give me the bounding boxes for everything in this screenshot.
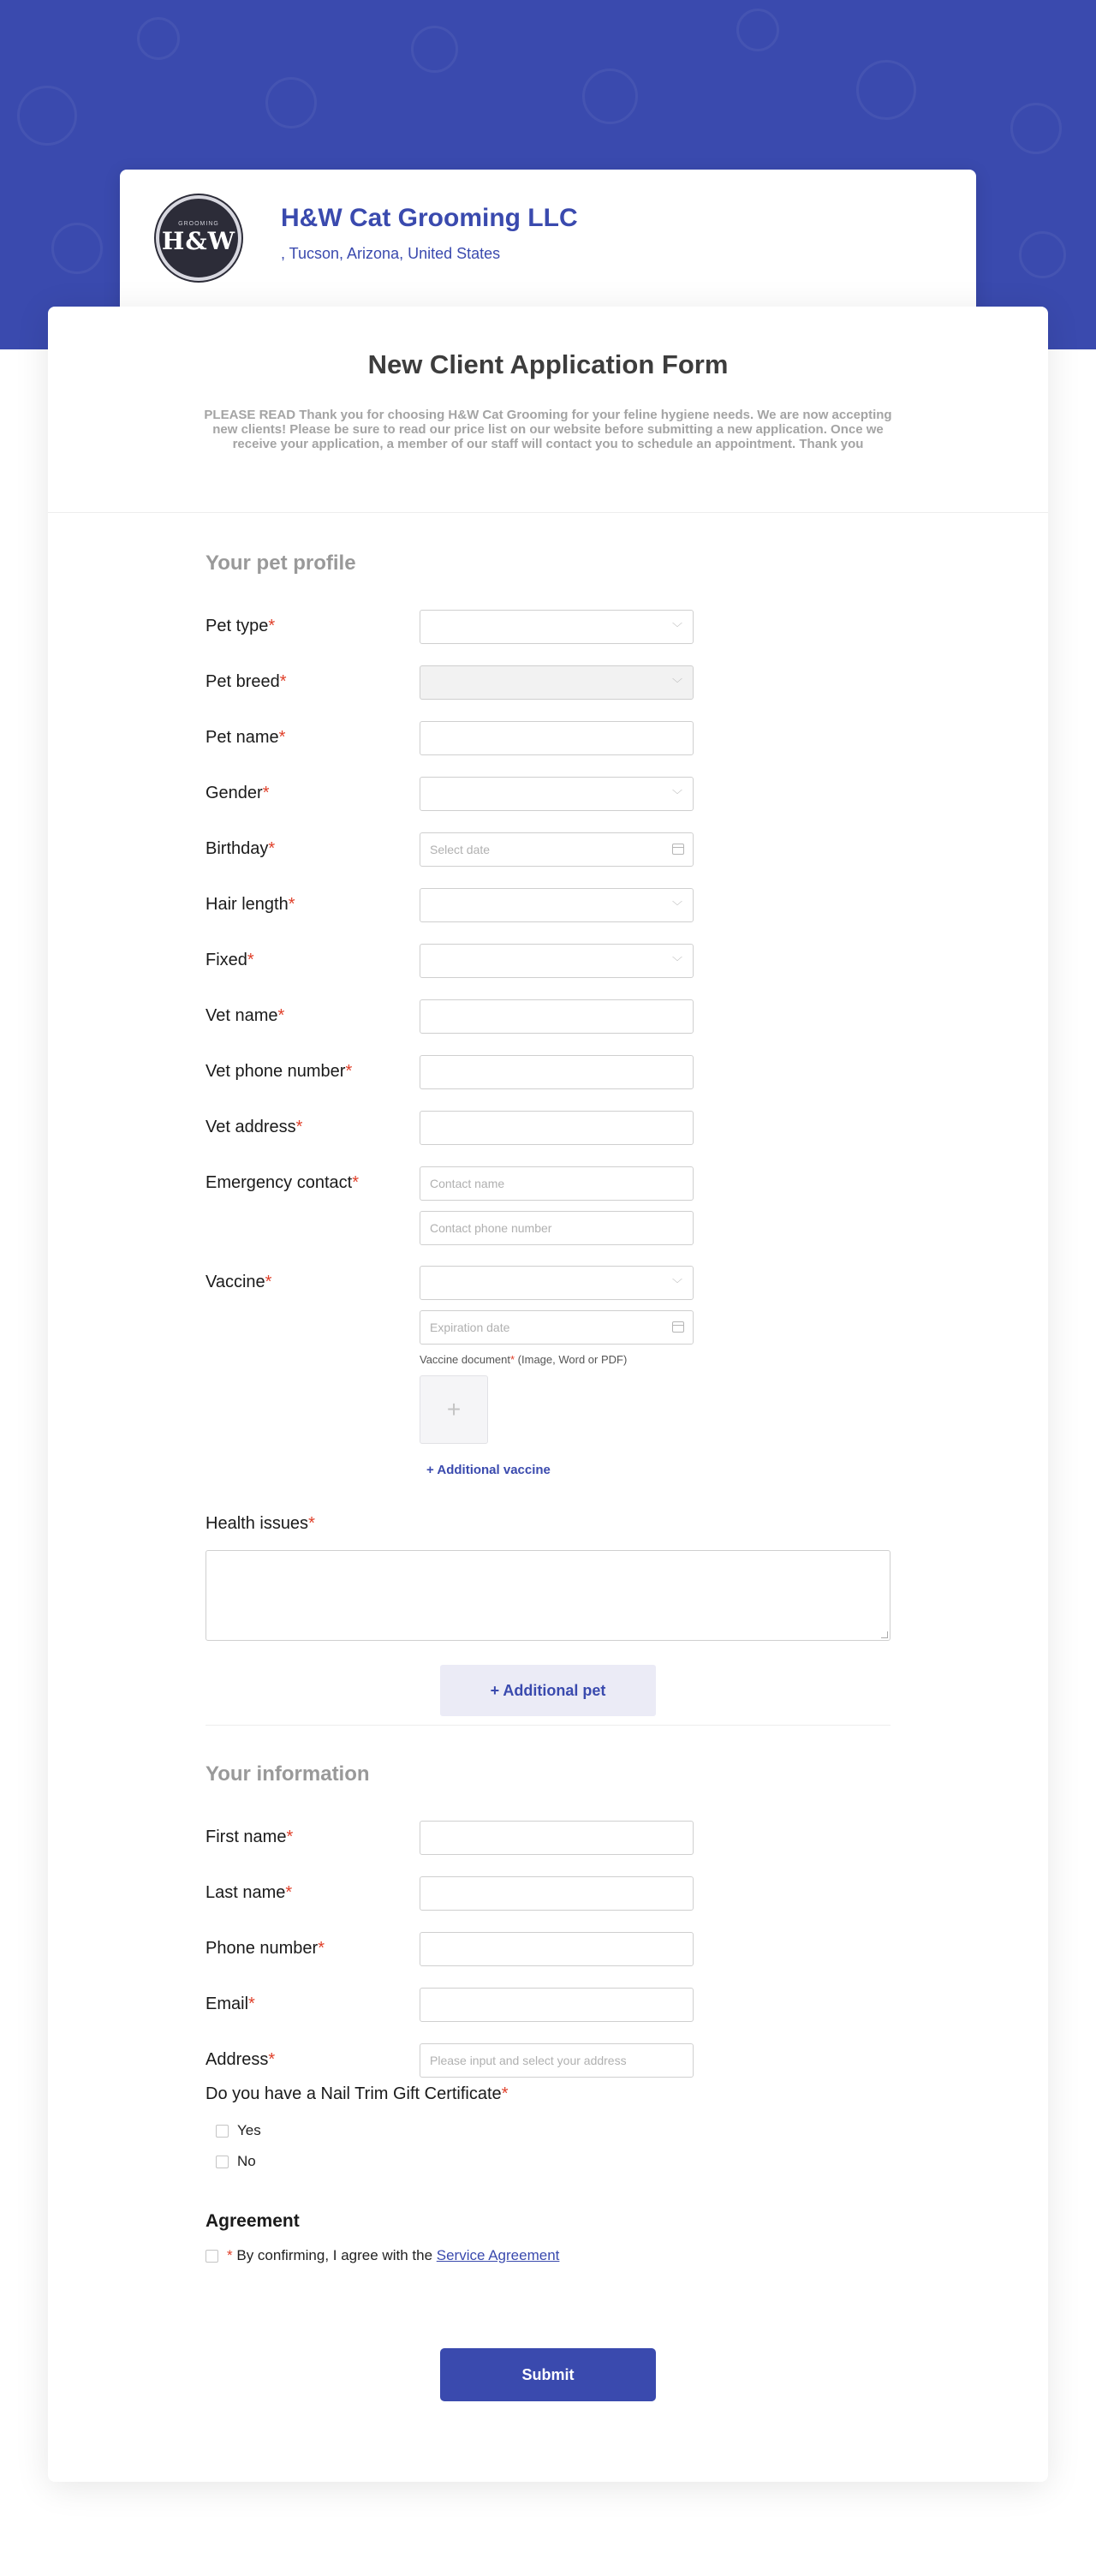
vaccine-upload-button[interactable] — [420, 1375, 488, 1444]
hair-length-select[interactable] — [420, 888, 694, 922]
birthday-label: Birthday* — [206, 839, 276, 858]
pet-breed-select[interactable] — [420, 665, 694, 700]
logo-text: H&W — [161, 227, 236, 255]
gender-label: Gender* — [206, 784, 270, 802]
gift-option-no[interactable] — [216, 2153, 256, 2170]
submit-button[interactable]: Submit — [440, 2348, 656, 2401]
header-divider — [48, 512, 1048, 513]
health-issues-label: Health issues* — [206, 1514, 315, 1533]
vet-address-input[interactable] — [420, 1111, 694, 1145]
vet-name-label: Vet name* — [206, 1006, 285, 1025]
option-no-label: No — [237, 2153, 256, 2169]
expiration-placeholder: Expiration date — [430, 1321, 510, 1334]
agreement-title: Agreement — [206, 2211, 300, 2231]
form-title: New Client Application Form — [367, 349, 729, 379]
address-input[interactable] — [420, 2043, 694, 2078]
logo-arc-text: GROOMING — [178, 221, 219, 227]
form-description: PLEASE READ Thank you for choosing H&W Cat Grooming for your feline hygiene needs. We are now accepting new clients! Please be sure to read our price list on our website before submitting a new application. Once we receive your application, a member of our staff will contact you to schedule an appointment. Thank you — [204, 408, 892, 451]
gender-select[interactable] — [420, 777, 694, 811]
pet-breed-label: Pet breed* — [206, 672, 287, 691]
pet-section-title: Your pet profile — [206, 552, 356, 575]
fixed-label: Fixed* — [206, 951, 254, 969]
first-name-label: First name* — [206, 1828, 294, 1846]
plus-icon: + — [446, 1396, 462, 1422]
vet-address-label: Vet address* — [206, 1118, 303, 1136]
vet-phone-input[interactable] — [420, 1055, 694, 1089]
last-name-input[interactable] — [420, 1876, 694, 1911]
health-issues-textarea[interactable] — [206, 1550, 890, 1641]
email-label: Email* — [206, 1995, 255, 2013]
checkbox-yes[interactable] — [216, 2125, 229, 2138]
first-name-input[interactable] — [420, 1821, 694, 1855]
contact-name-placeholder: Contact name — [430, 1177, 505, 1190]
gift-certificate-question: Do you have a Nail Trim Gift Certificate* — [206, 2084, 509, 2103]
fixed-select[interactable] — [420, 944, 694, 978]
pet-name-label: Pet name* — [206, 728, 286, 747]
phone-label: Phone number* — [206, 1939, 325, 1958]
agreement-text: * By confirming, I agree with the Service Agreement — [227, 2247, 560, 2263]
service-agreement-link[interactable]: Service Agreement — [436, 2247, 560, 2263]
pet-name-input[interactable] — [420, 721, 694, 755]
emergency-contact-label: Emergency contact* — [206, 1173, 359, 1192]
vaccine-select[interactable] — [420, 1266, 694, 1300]
resize-grip-icon[interactable] — [881, 1631, 888, 1638]
phone-input[interactable] — [420, 1932, 694, 1966]
business-name: H&W Cat Grooming LLC — [281, 204, 578, 232]
agreement-row — [206, 2247, 559, 2264]
chevron-down-icon: ﹀ — [671, 956, 682, 968]
birthday-placeholder: Select date — [430, 843, 491, 856]
chevron-down-icon: ﹀ — [671, 622, 682, 634]
contact-name-input[interactable] — [420, 1166, 694, 1201]
address-placeholder: Please input and select your address — [430, 2054, 627, 2067]
address-label: Address* — [206, 2050, 276, 2069]
gift-option-yes[interactable] — [216, 2122, 261, 2139]
calendar-icon — [672, 844, 684, 855]
application-form — [48, 307, 1048, 2482]
contact-phone-placeholder: Contact phone number — [430, 1221, 552, 1235]
chevron-down-icon: ﹀ — [671, 900, 682, 912]
hair-length-label: Hair length* — [206, 895, 295, 914]
calendar-icon — [672, 1321, 684, 1333]
birthday-date-input[interactable] — [420, 832, 694, 867]
checkbox-no[interactable] — [216, 2156, 229, 2168]
business-logo — [156, 195, 241, 281]
pet-type-label: Pet type* — [206, 617, 276, 635]
pet-type-select[interactable] — [420, 610, 694, 644]
vaccine-label: Vaccine* — [206, 1273, 272, 1291]
last-name-label: Last name* — [206, 1883, 293, 1902]
business-location: , Tucson, Arizona, United States — [281, 245, 501, 262]
contact-phone-input[interactable] — [420, 1211, 694, 1245]
vet-name-input[interactable] — [420, 999, 694, 1034]
chevron-down-icon: ﹀ — [671, 1278, 682, 1290]
vaccine-expiration-input[interactable] — [420, 1310, 694, 1345]
info-section-title: Your information — [206, 1762, 370, 1786]
vaccine-document-label: Vaccine document* (Image, Word or PDF) — [420, 1353, 628, 1366]
email-input[interactable] — [420, 1988, 694, 2022]
option-yes-label: Yes — [237, 2122, 261, 2138]
additional-pet-button[interactable]: + Additional pet — [440, 1665, 656, 1716]
section-divider — [206, 1725, 890, 1726]
chevron-down-icon: ﹀ — [671, 789, 682, 801]
chevron-down-icon: ﹀ — [671, 677, 682, 689]
agreement-checkbox[interactable] — [206, 2250, 218, 2263]
vet-phone-label: Vet phone number* — [206, 1062, 353, 1081]
additional-vaccine-link[interactable]: + Additional vaccine — [426, 1463, 551, 1477]
